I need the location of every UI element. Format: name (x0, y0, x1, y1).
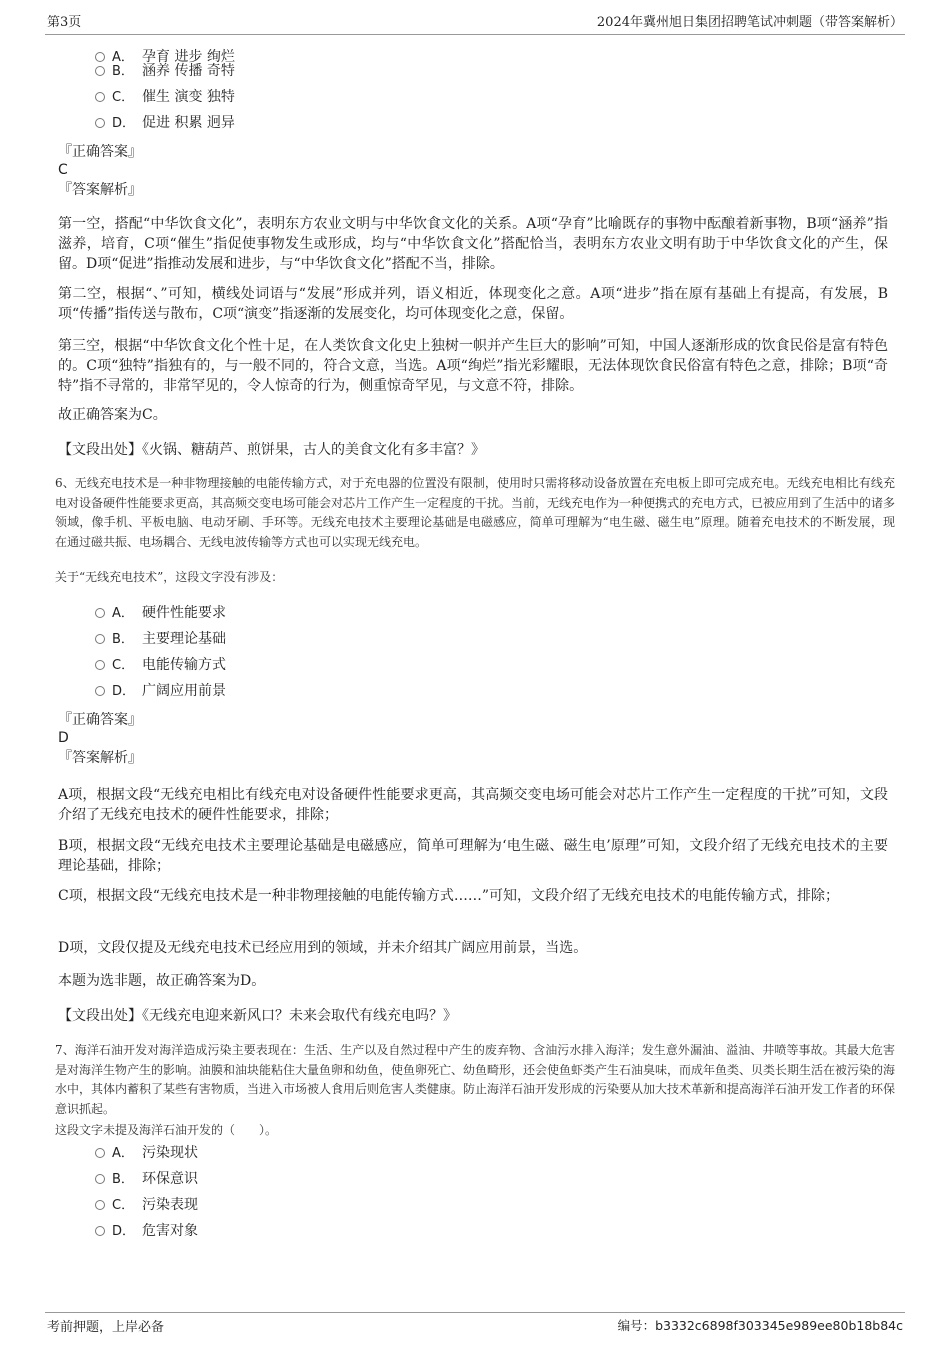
q6-analysis-paragraph: A项，根据文段“无线充电相比有线充电对设备硬件性能要求更高，其高频交变电场可能会对芯片工作产生一定程度的干扰”可知，文段介绍了无线充电技术的硬件性能要求，排除； (58, 787, 888, 823)
q6-option-a[interactable]: A． 硬件性能要求 (95, 603, 226, 624)
q6-conclusion: 本题为选非题，故正确答案为D。 (58, 973, 266, 989)
radio-icon[interactable] (95, 634, 105, 644)
q5-option-c[interactable]: C． 催生 演变 独特 (95, 87, 235, 108)
q5-answer-label: 『正确答案』 (58, 144, 142, 160)
q6-passage: 6、无线充电技术是一种非物理接触的电能传输方式，对于充电器的位置没有限制，使用时只需将移动设备放置在充电板上即可完成充电。无线充电相比有线充电对设备硬件性能要求更高，其高频交变电场可能会对芯片工作产生一定程度的干扰。当前，无线充电作为一种便携式的充电方式，已被应用到了生活中的诸多领域，像手机、平板电脑、电动牙刷、手环等。无线充电技术主要理论基础是电磁感应，简单可理解为“电生磁、磁生电”原理。随着充电技术的不断发展，现在通过磁共振、电场耦合、无线电波传输等方式也可以实现无线充电。 (55, 476, 896, 549)
q5-option-b[interactable]: B． 涵养 传播 奇特 (95, 61, 235, 82)
q5-option-a[interactable]: A． 孕育 进步 绚烂 (95, 47, 235, 68)
page-footer (45, 1312, 905, 1335)
radio-icon[interactable] (95, 1226, 105, 1236)
q6-source: 【文段出处】《无线充电迎来新风口？未来会取代有线充电吗？》 (58, 1008, 457, 1024)
q7-option-a[interactable]: A． 污染现状 (95, 1143, 198, 1164)
q5-answer: C (58, 162, 68, 178)
q7-option-d[interactable]: D． 危害对象 (95, 1221, 198, 1242)
page-number: 第3页 (47, 15, 82, 30)
q5-analysis-paragraph: 第三空，根据“中华饮食文化个性十足，在人类饮食文化史上独树一帜并产生巨大的影响”可知，中国人逐渐形成的饮食民俗是富有特色的。C项“独特”指独有的，与一般不同的，符合文意，当选。A项“绚烂”指光彩耀眼，无法体现饮食民俗富有特色之意，排除；B项“奇特”指不寻常的，非常罕见的，令人惊奇的行为，侧重惊奇罕见，与文意不符，排除。 (58, 338, 888, 394)
radio-icon[interactable] (95, 66, 105, 76)
q5-option-d[interactable]: D． 促进 积累 迥异 (95, 113, 235, 134)
q5-analysis-paragraph: 第一空，搭配“中华饮食文化”，表明东方农业文明与中华饮食文化的关系。A项“孕育”比喻既存的事物中酝酿着新事物，B项“涵养”指滋养，培育，C项“催生”指促使事物发生或形成，均与“中华饮食文化”搭配恰当，表明东方农业文明有助于中华饮食文化的产生，保留。D项“促进”指推动发展和进步，与“中华饮食文化”搭配不当，排除。 (58, 216, 888, 272)
q5-analysis-label: 『答案解析』 (58, 182, 142, 198)
q6-answer-label: 『正确答案』 (58, 712, 142, 728)
radio-icon[interactable] (95, 1200, 105, 1210)
page-header (45, 14, 905, 35)
radio-icon[interactable] (95, 92, 105, 102)
q6-option-b[interactable]: B． 主要理论基础 (95, 629, 226, 650)
q6-analysis-paragraph: C项，根据文段“无线充电技术是一种非物理接触的电能传输方式……”可知，文段介绍了无线充电技术的电能传输方式，排除； (58, 888, 840, 904)
q6-question: 关于“无线充电技术”，这段文字没有涉及： (55, 570, 284, 584)
q6-answer: D (58, 730, 69, 746)
q6-analysis-paragraph: B项，根据文段“无线充电技术主要理论基础是电磁感应，简单可理解为‘电生磁、磁生电’原理”可知，文段介绍了无线充电技术的主要理论基础，排除； (58, 838, 888, 874)
q7-option-c[interactable]: C． 污染表现 (95, 1195, 198, 1216)
document-title: 2024年冀州旭日集团招聘笔试冲刺题（带答案解析） (596, 15, 903, 30)
q6-analysis-paragraph: D项，文段仅提及无线充电技术已经应用到的领域，并未介绍其广阔应用前景，当选。 (58, 940, 588, 956)
q7-passage: 7、海洋石油开发对海洋造成污染主要表现在：生活、生产以及自然过程中产生的废弃物、含油污水排入海洋；发生意外漏油、溢油、井喷等事故。其最大危害是对海洋生物产生的影响。油膜和油块能粘住大量鱼卵和幼鱼，使鱼卵死亡、幼鱼畸形，还会使鱼虾类产生石油臭味，而成年鱼类、贝类长期生活在被污染的海水中，其体内蓄积了某些有害物质，当进入市场被人食用后则危害人类健康。防止海洋石油开发形成的污染要从加大技术革新和提高海洋石油开发工作者的环保意识抓起。 (55, 1043, 896, 1116)
q7-question: 这段文字未提及海洋石油开发的（ ）。 (55, 1123, 278, 1137)
radio-icon[interactable] (95, 1174, 105, 1184)
q5-conclusion: 故正确答案为C。 (58, 407, 167, 423)
q7-option-b[interactable]: B． 环保意识 (95, 1169, 198, 1190)
radio-icon[interactable] (95, 608, 105, 618)
q6-option-d[interactable]: D． 广阔应用前景 (95, 681, 226, 702)
footer-motto: 考前押题，上岸必备 (47, 1320, 165, 1335)
radio-icon[interactable] (95, 1148, 105, 1158)
q6-analysis-label: 『答案解析』 (58, 750, 142, 766)
q6-option-c[interactable]: C． 电能传输方式 (95, 655, 226, 676)
radio-icon[interactable] (95, 686, 105, 696)
document-code: 编号：b3332c6898f303345e989ee80b18b84c (617, 1318, 903, 1333)
radio-icon[interactable] (95, 118, 105, 128)
q5-analysis-paragraph: 第二空，根据“、”可知，横线处词语与“发展”形成并列，语义相近，体现变化之意。A项“进步”指在原有基础上有提高，有发展，B项“传播”指传送与散布，C项“演变”指逐渐的发展变化，均可体现变化之意，保留。 (58, 286, 888, 322)
radio-icon[interactable] (95, 660, 105, 670)
q5-source: 【文段出处】《火锅、糖葫芦、煎饼果，古人的美食文化有多丰富？》 (58, 442, 485, 458)
